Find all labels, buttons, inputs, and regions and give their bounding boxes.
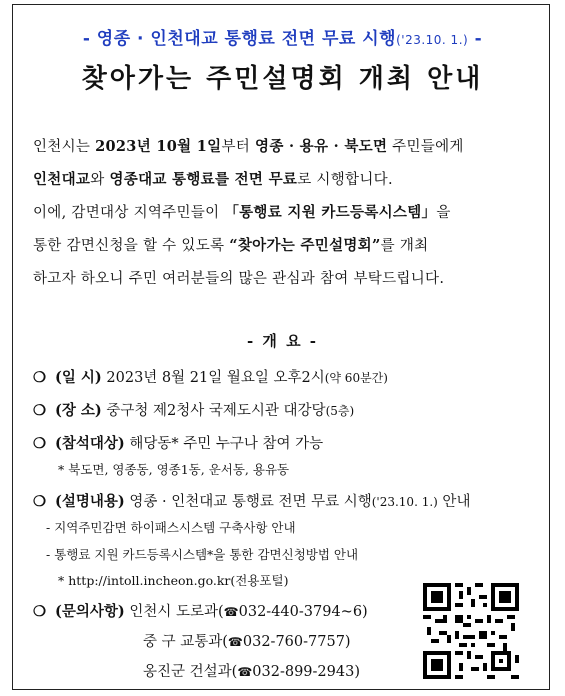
bullet-circle-icon: ❍ xyxy=(33,369,46,386)
date-label: (일 시) xyxy=(55,369,102,386)
bullet-circle-icon: ❍ xyxy=(33,435,46,452)
intro-line-4 xyxy=(33,234,428,255)
overview-target xyxy=(33,432,323,453)
portal-url[interactable]: * http://intoll.incheon.go.kr(전용포털) xyxy=(58,573,289,588)
content-sub-2: - 통행료 지원 카드등록시스템*을 통한 감면신청방법 안내 xyxy=(46,547,359,562)
overview-content xyxy=(33,490,470,511)
intro-text: 인천시는 xyxy=(33,139,96,155)
inquiry-row-3 xyxy=(143,660,360,681)
intro-date: 2023년 10월 1일 xyxy=(95,138,222,155)
inquiry-phone: 032-440-3794~6) xyxy=(238,604,368,620)
subtitle-tail: - xyxy=(468,29,483,49)
intro-toll-free: 영종대교 통행료를 전면 무료 xyxy=(109,171,298,188)
subtitle-text: - 영종 · 인천대교 통행료 전면 무료 시행 xyxy=(82,29,397,49)
intro-bridge: 인천대교 xyxy=(33,171,91,188)
place-label: (장 소) xyxy=(55,402,102,419)
intro-line-1 xyxy=(33,135,464,156)
inquiry-dept: 중 구 교통과( xyxy=(143,634,228,650)
date-value: 2023년 8월 21일 월요일 오후2시 xyxy=(101,370,325,386)
phone-icon: ☎ xyxy=(237,665,253,679)
inquiry-phone: 032-899-2943) xyxy=(252,664,360,680)
overview-place xyxy=(33,399,354,420)
intro-line-2 xyxy=(33,168,393,189)
intro-text: 로 시행합니다. xyxy=(297,172,393,188)
bullet-circle-icon: ❍ xyxy=(33,603,46,620)
intro-system-name: 「통행료 지원 카드등록시스템」 xyxy=(224,204,437,221)
intro-text: 주민들에게 xyxy=(387,139,464,155)
overview-date xyxy=(33,366,388,387)
content-tail: 안내 xyxy=(437,494,471,510)
inquiry-dept: 인천시 도로과( xyxy=(124,604,224,620)
inquiry-dept: 옹진군 건설과( xyxy=(143,664,238,680)
intro-line-5: 하고자 하오니 주민 여러분들의 많은 관심과 참여 부탁드립니다. xyxy=(33,271,445,287)
intro-text: 부터 xyxy=(221,139,256,155)
content-sub-1: - 지역주민감면 하이패스시스템 구축사항 안내 xyxy=(46,520,296,535)
intro-text: 를 개최 xyxy=(380,238,429,254)
bullet-circle-icon: ❍ xyxy=(33,402,46,419)
target-label: (참석대상) xyxy=(55,435,125,452)
inquiry-phone: 032-760-7757) xyxy=(242,634,351,650)
place-note: (5층) xyxy=(325,404,355,418)
inquiry-row-2 xyxy=(143,630,351,651)
phone-icon: ☎ xyxy=(227,635,243,649)
intro-text: 을 xyxy=(436,205,451,221)
content-note: ('23.10. 1.) xyxy=(371,495,438,509)
overview-heading: - 개 요 - xyxy=(246,332,319,350)
place-value: 중구청 제2청사 국제도시관 대강당 xyxy=(101,403,326,419)
inquiry-label: (문의사항) xyxy=(55,603,125,620)
page-title: 찾아가는 주민설명회 개최 안내 xyxy=(81,64,484,94)
bullet-circle-icon: ❍ xyxy=(33,493,46,510)
intro-region: 영종 · 용유 · 북도면 xyxy=(255,138,388,155)
overview-inquiry xyxy=(33,600,368,621)
intro-event-name: “찾아가는 주민설명회” xyxy=(229,237,381,254)
content-label: (설명내용) xyxy=(55,493,125,510)
content-value: 영종 · 인천대교 통행료 전면 무료 시행 xyxy=(124,494,372,510)
intro-text: 이에, 감면대상 지역주민들이 xyxy=(33,205,225,221)
intro-text: 와 xyxy=(90,172,110,188)
subtitle-date-note: ('23.10. 1.) xyxy=(396,33,469,47)
intro-line-3 xyxy=(33,201,451,222)
date-note: (약 60분간) xyxy=(324,371,388,385)
phone-icon: ☎ xyxy=(223,605,239,619)
target-value: 해당동* 주민 누구나 참여 가능 xyxy=(124,436,324,452)
qr-code-icon[interactable] xyxy=(423,583,519,679)
target-sub-note: * 북도면, 영종동, 영종1동, 운서동, 용유동 xyxy=(58,462,290,477)
subtitle xyxy=(0,24,565,49)
intro-text: 통한 감면신청을 할 수 있도록 xyxy=(33,238,230,254)
